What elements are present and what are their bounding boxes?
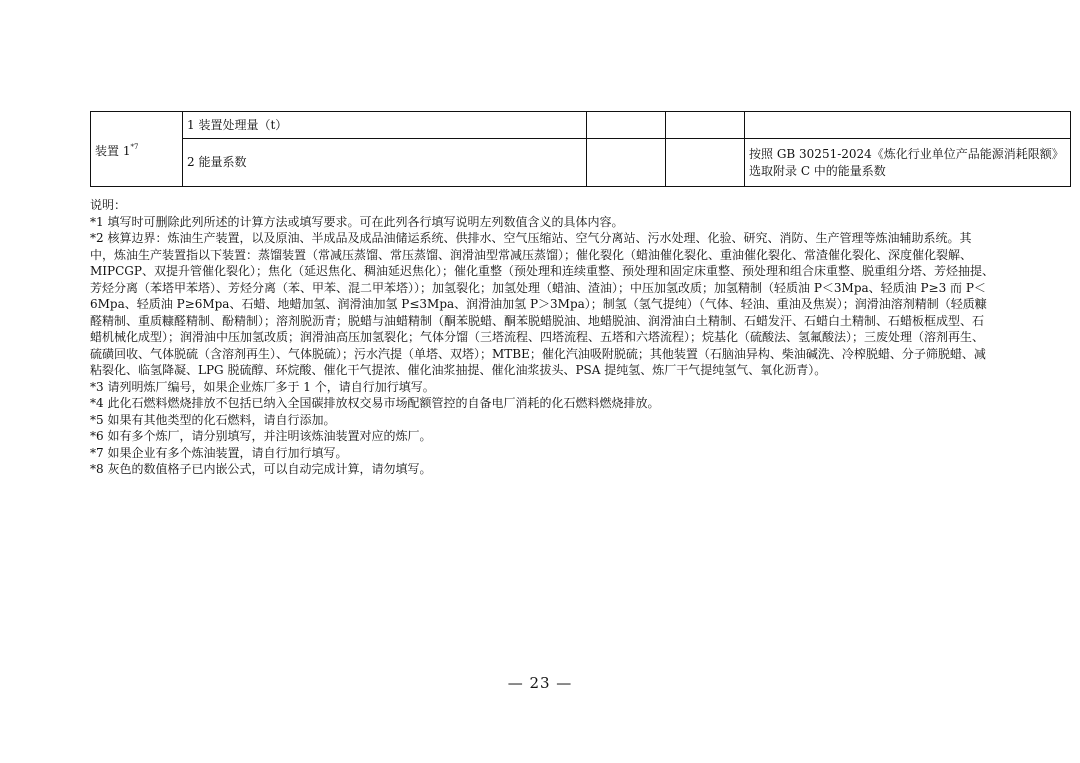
notes-section: [90, 197, 994, 478]
notes-title: 说明：: [90, 198, 127, 212]
note-item: *4 此化石燃料燃烧排放不包括已纳入全国碳排放权交易市场配额管控的自备电厂消耗的化石燃料燃烧排放。: [90, 396, 660, 410]
note-item: *1 填写时可删除此列所述的计算方法或填写要求。可在此列各行填写说明左列数值含义的具体内容。: [90, 214, 624, 229]
note-item: *6 如有多个炼厂，请分别填写，并注明该炼油装置对应的炼厂。: [90, 429, 432, 443]
table-row: [91, 139, 1071, 187]
value-cell: [666, 112, 745, 139]
note-cell: [745, 112, 1071, 139]
item-cell: 1 装置处理量（t）: [183, 112, 587, 139]
value-cell: [666, 139, 745, 187]
device-footnote-ref: *7: [130, 142, 139, 151]
item-cell: 2 能量系数: [183, 139, 587, 187]
device-label: 装置 1: [95, 143, 131, 158]
note-item: *8 灰色的数值格子已内嵌公式，可以自动完成计算，请勿填写。: [90, 462, 432, 476]
table-row: [91, 112, 1071, 139]
value-cell: [587, 139, 666, 187]
note-cell: 按照 GB 30251-2024《炼化行业单位产品能源消耗限额》选取附录 C 中的能量系数: [745, 139, 1071, 187]
device-name-cell: [91, 112, 183, 187]
note-item: *7 如果企业有多个炼油装置，请自行加行填写。: [90, 445, 348, 460]
note-item: *3 请列明炼厂编号，如果企业炼厂多于 1 个，请自行加行填写。: [90, 379, 435, 394]
energy-coefficient-table: [90, 111, 1071, 187]
page-number: — 23 —: [507, 674, 573, 692]
value-cell: [587, 112, 666, 139]
note-item: *5 如果有其他类型的化石燃料，请自行添加。: [90, 412, 336, 427]
note-item: *2 核算边界：炼油生产装置，以及原油、半成品及成品油储运系统、供排水、空气压缩站、空气分离站、污水处理、化验、研究、消防、生产管理等炼油辅助系统。其中，炼油生产装置指以下装置：蒸馏装置（常减压蒸馏、常压蒸馏、润滑油型常减压蒸馏）；催化裂化（蜡油催化裂化、重油催化裂化、常渣催化裂化、深度催化裂解、MIPCGP、双提升管催化裂化）；焦化（延迟焦化、稠油延迟焦化）；催化重整（预处理和连续重整、预处理和固定床重整、预处理和组合床重整、脱重组分塔、芳烃抽提、芳烃分离（苯塔甲苯塔）、芳烃分离（苯、甲苯、混二甲苯塔））；加氢裂化；加氢处理（蜡油、渣油）；中压加氢改质；加氢精制（轻质油 P＜3Mpa、轻质油 P≥3 而 P＜6Mpa、轻质油 P≥6Mpa、石蜡、地蜡加氢、润滑油加氢 P≤3Mpa、润滑油加氢 P＞3Mpa）；制氢（氢气提纯）（气体、轻油、重油及焦炭）；润滑油溶剂精制（轻质糠醛精制、重质糠醛精制、酚精制）；溶剂脱沥青；脱蜡与油蜡精制（酮苯脱蜡、酮苯脱蜡脱油、地蜡脱油、润滑油白土精制、石蜡发汗、石蜡白土精制、石蜡板框成型、石蜡机械化成型）；润滑油中压加氢改质；润滑油高压加氢裂化；气体分馏（三塔流程、四塔流程、五塔和六塔流程）；烷基化（硫酸法、氢氟酸法）；三废处理（溶剂再生、硫磺回收、气体脱硫（含溶剂再生）、气体脱硫）；污水汽提（单塔、双塔）；MTBE；催化汽油吸附脱硫；其他装置（石脑油异构、柴油碱洗、冷榨脱蜡、分子筛脱蜡、减粘裂化、临氢降凝、LPG 脱硫醇、环烷酸、催化干气提浓、催化油浆抽提、催化油浆拔头、PSA 提纯氢、炼厂干气提纯氢气、氧化沥青）。: [90, 231, 994, 377]
